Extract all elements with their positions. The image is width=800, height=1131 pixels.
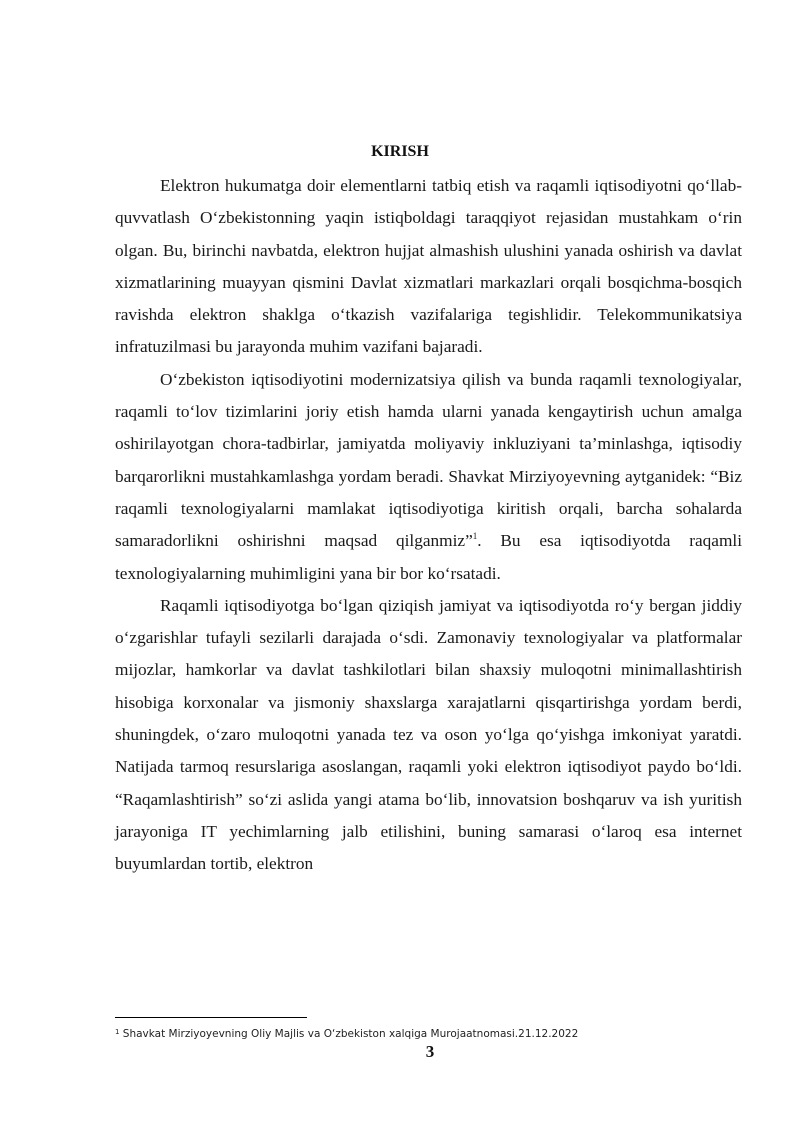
- paragraph-2: [115, 364, 742, 590]
- paragraph-3: Raqamli iqtisodiyotga bo‘lgan qiziqish jamiyat va iqtisodiyotda ro‘y bergan jiddiy o‘zgarishlar tufayli sezilarli darajada o‘sdi. Zamonaviy texnologiyalar va platformalar mijozlar, hamkorlar va davlat tashkilotlari bilan shaxsiy muloqotni minimallashtirish hisobiga korxonalar va jismoniy shaxslarga xarajatlarni qisqartirishga yordam berdi, shuningdek, o‘zaro muloqotni yanada tez va oson yo‘lga qo‘yishga imkoniyat yaratdi. Natijada tarmoq resurslariga asoslangan, raqamli yoki elektron iqtisodiyot paydo bo‘ldi. “Raqamlashtirish” so‘zi aslida yangi atama bo‘lib, innovatsion boshqaruv va ish yuritish jarayoniga IT yechimlarning jalb etilishini, buning samarasi o‘laroq esa internet buyumlardan tortib, elektron: [115, 595, 742, 874]
- footnote-marker: 1: [115, 1028, 120, 1036]
- footnote: [115, 1027, 742, 1041]
- footnote-reference[interactable]: 1: [472, 531, 478, 542]
- paragraph-2-before: O‘zbekiston iqtisodiyotini modernizatsiya qilish va bunda raqamli texnologiyalar, raqamli to‘lov tizimlarini joriy etish hamda ularni yanada kengaytirish uchun amalga oshirilayotgan chora-tadbirlar, jamiyatda moliyaviy inkluziyani ta’minlashga, iqtisodiy barqarorlikni mustahkamlashga yordam beradi. Shavkat Mirziyoyevning aytganidek: “Biz raqamli texnologiyalarni mamlakat iqtisodiyotiga kiritish orqali, barcha sohalarda samaradorlikni oshirishni maqsad qilganmiz”: [115, 369, 742, 551]
- body-text: [115, 170, 742, 881]
- section-title: KIRISH: [371, 143, 429, 160]
- paragraph-2-after: . Bu esa iqtisodiyotda raqamli texnologiyalarning muhimligini yana bir bor ko‘rsatadi.: [115, 531, 742, 583]
- footnote-separator: [115, 1017, 307, 1018]
- page-number: 3: [425, 1042, 435, 1061]
- paragraph-1: Elektron hukumatga doir elementlarni tatbiq etish va raqamli iqtisodiyotni qo‘llab-quvvatlash O‘zbekistonning yaqin istiqboldagi taraqqiyot rejasidan mustahkam o‘rin olgan. Bu, birinchi navbatda, elektron hujjat almashish ulushini yanada oshirish va davlat xizmatlarining muayyan qismini Davlat xizmatlari markazlari orqali bosqichma-bosqich ravishda elektron shaklga o‘tkazish vazifalariga tegishlidir. Telekommunikatsiya infratuzilmasi bu jarayonda muhim vazifani bajaradi.: [115, 176, 742, 357]
- footnote-text: Shavkat Mirziyoyevning Oliy Majlis va O‘zbekiston xalqiga Murojaatnomasi.21.12.2022: [119, 1028, 579, 1040]
